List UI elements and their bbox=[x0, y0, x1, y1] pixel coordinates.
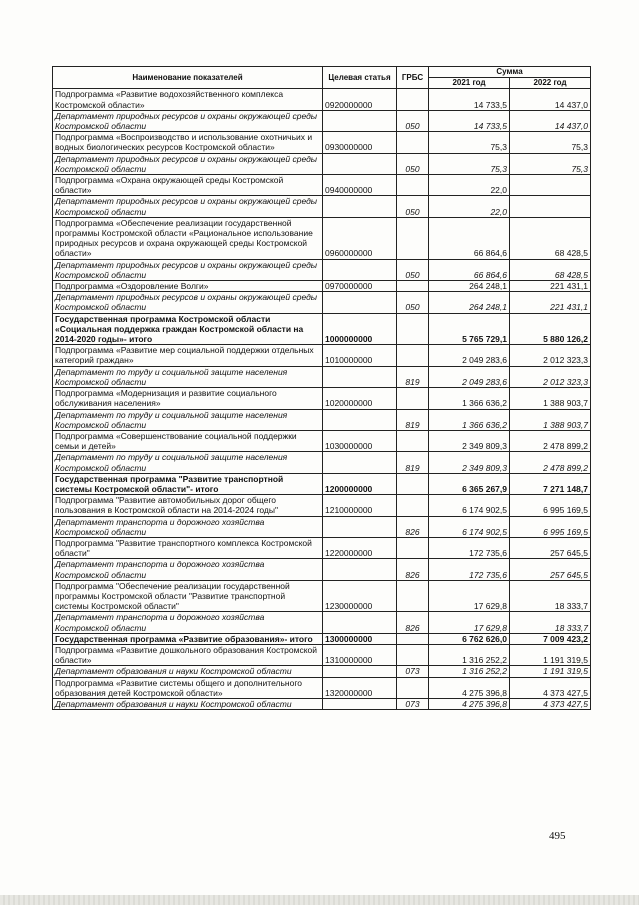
row-sum-2022-cell: 7 009 423,2 bbox=[510, 633, 591, 644]
row-sum-2021-cell: 75,3 bbox=[429, 153, 510, 174]
row-sum-2022-cell: 14 437,0 bbox=[510, 110, 591, 131]
row-target-article-cell: 0920000000 bbox=[323, 89, 397, 110]
row-name-cell: Государственная программа «Развитие образования»- итого bbox=[53, 633, 323, 644]
row-sum-2021-cell: 264 248,1 bbox=[429, 292, 510, 313]
row-sum-2021-cell: 22,0 bbox=[429, 175, 510, 196]
row-name-cell: Департамент транспорта и дорожного хозяйства Костромской области bbox=[53, 516, 323, 537]
row-sum-2021-cell: 172 735,6 bbox=[429, 559, 510, 580]
row-sum-2022-cell: 1 191 319,5 bbox=[510, 666, 591, 677]
program-total-row bbox=[53, 633, 591, 644]
row-grbs-cell: 050 bbox=[397, 153, 429, 174]
row-sum-2021-cell: 264 248,1 bbox=[429, 281, 510, 292]
row-target-article-cell bbox=[323, 409, 397, 430]
row-target-article-cell: 1210000000 bbox=[323, 495, 397, 516]
row-target-article-cell: 1020000000 bbox=[323, 388, 397, 409]
row-target-article-cell: 1000000000 bbox=[323, 313, 397, 345]
row-name-cell: Подпрограмма "Обеспечение реализации государственной программы Костромской области "Развитие транспортной системы Костромской области" bbox=[53, 580, 323, 612]
row-name-cell: Подпрограмма «Воспроизводство и использование охотничьих и водных биологических ресурсов Костромской области» bbox=[53, 132, 323, 153]
row-name-cell: Департамент природных ресурсов и охраны окружающей среды Костромской области bbox=[53, 196, 323, 217]
row-target-article-cell bbox=[323, 516, 397, 537]
row-sum-2022-cell: 18 333,7 bbox=[510, 580, 591, 612]
subprogram-row bbox=[53, 495, 591, 516]
row-grbs-cell: 819 bbox=[397, 409, 429, 430]
row-sum-2021-cell: 2 049 283,6 bbox=[429, 366, 510, 387]
row-name-cell: Подпрограмма «Совершенствование социальной поддержки семьи и детей» bbox=[53, 430, 323, 451]
row-sum-2022-cell: 5 880 126,2 bbox=[510, 313, 591, 345]
row-sum-2021-cell: 6 174 902,5 bbox=[429, 495, 510, 516]
row-target-article-cell bbox=[323, 452, 397, 473]
row-sum-2021-cell: 2 049 283,6 bbox=[429, 345, 510, 366]
row-sum-2021-cell: 17 629,8 bbox=[429, 612, 510, 633]
department-row bbox=[53, 612, 591, 633]
row-target-article-cell: 1010000000 bbox=[323, 345, 397, 366]
row-sum-2022-cell: 6 995 169,5 bbox=[510, 516, 591, 537]
row-grbs-cell bbox=[397, 644, 429, 665]
department-row bbox=[53, 153, 591, 174]
department-row bbox=[53, 698, 591, 709]
subprogram-row bbox=[53, 281, 591, 292]
row-sum-2022-cell: 257 645,5 bbox=[510, 537, 591, 558]
row-target-article-cell: 1030000000 bbox=[323, 430, 397, 451]
row-sum-2022-cell: 2 478 899,2 bbox=[510, 430, 591, 451]
row-name-cell: Департамент по труду и социальной защите населения Костромской области bbox=[53, 366, 323, 387]
row-sum-2021-cell: 6 365 267,9 bbox=[429, 473, 510, 494]
row-sum-2021-cell: 4 275 396,8 bbox=[429, 677, 510, 698]
row-name-cell: Подпрограмма «Модернизация и развитие социального обслуживания населения» bbox=[53, 388, 323, 409]
table-header bbox=[53, 67, 591, 89]
department-row bbox=[53, 366, 591, 387]
row-sum-2021-cell: 1 316 252,2 bbox=[429, 666, 510, 677]
row-target-article-cell bbox=[323, 196, 397, 217]
row-grbs-cell bbox=[397, 281, 429, 292]
row-name-cell: Департамент образования и науки Костромской области bbox=[53, 698, 323, 709]
row-name-cell: Подпрограмма «Оздоровление Волги» bbox=[53, 281, 323, 292]
row-grbs-cell: 073 bbox=[397, 698, 429, 709]
row-name-cell: Департамент природных ресурсов и охраны окружающей среды Костромской области bbox=[53, 292, 323, 313]
row-sum-2022-cell: 221 431,1 bbox=[510, 281, 591, 292]
page-number: 495 bbox=[549, 830, 566, 842]
row-name-cell: Подпрограмма «Обеспечение реализации государственной программы Костромской области «Рациональное использование природных ресурсов и охрана окружающей среды Костромской области» bbox=[53, 217, 323, 259]
row-sum-2022-cell: 75,3 bbox=[510, 132, 591, 153]
row-target-article-cell bbox=[323, 292, 397, 313]
subprogram-row bbox=[53, 677, 591, 698]
row-name-cell: Подпрограмма «Охрана окружающей среды Костромской области» bbox=[53, 175, 323, 196]
department-row bbox=[53, 516, 591, 537]
row-sum-2022-cell: 14 437,0 bbox=[510, 89, 591, 110]
row-target-article-cell: 1320000000 bbox=[323, 677, 397, 698]
row-target-article-cell: 0960000000 bbox=[323, 217, 397, 259]
row-grbs-cell: 073 bbox=[397, 666, 429, 677]
department-row bbox=[53, 559, 591, 580]
budget-table bbox=[52, 66, 591, 710]
subprogram-row bbox=[53, 132, 591, 153]
row-sum-2021-cell: 1 316 252,2 bbox=[429, 644, 510, 665]
row-target-article-cell: 0940000000 bbox=[323, 175, 397, 196]
row-sum-2022-cell: 221 431,1 bbox=[510, 292, 591, 313]
row-grbs-cell: 826 bbox=[397, 516, 429, 537]
row-sum-2021-cell: 2 349 809,3 bbox=[429, 430, 510, 451]
row-name-cell: Департамент транспорта и дорожного хозяйства Костромской области bbox=[53, 559, 323, 580]
row-sum-2022-cell: 2 478 899,2 bbox=[510, 452, 591, 473]
row-grbs-cell bbox=[397, 132, 429, 153]
department-row bbox=[53, 196, 591, 217]
row-sum-2022-cell: 7 271 148,7 bbox=[510, 473, 591, 494]
row-sum-2021-cell: 6 174 902,5 bbox=[429, 516, 510, 537]
row-target-article-cell: 0970000000 bbox=[323, 281, 397, 292]
row-grbs-cell bbox=[397, 677, 429, 698]
row-sum-2022-cell: 1 388 903,7 bbox=[510, 409, 591, 430]
row-grbs-cell bbox=[397, 175, 429, 196]
row-sum-2021-cell: 1 366 636,2 bbox=[429, 388, 510, 409]
row-sum-2022-cell: 68 428,5 bbox=[510, 217, 591, 259]
department-row bbox=[53, 259, 591, 280]
row-sum-2022-cell bbox=[510, 175, 591, 196]
row-name-cell: Департамент природных ресурсов и охраны окружающей среды Костромской области bbox=[53, 259, 323, 280]
row-sum-2022-cell: 4 373 427,5 bbox=[510, 677, 591, 698]
row-grbs-cell: 050 bbox=[397, 259, 429, 280]
row-sum-2021-cell: 66 864,6 bbox=[429, 217, 510, 259]
row-sum-2021-cell: 172 735,6 bbox=[429, 537, 510, 558]
row-sum-2022-cell: 2 012 323,3 bbox=[510, 345, 591, 366]
department-row bbox=[53, 452, 591, 473]
subprogram-row bbox=[53, 345, 591, 366]
row-target-article-cell bbox=[323, 259, 397, 280]
row-sum-2021-cell: 6 762 626,0 bbox=[429, 633, 510, 644]
subprogram-row bbox=[53, 430, 591, 451]
row-target-article-cell: 0930000000 bbox=[323, 132, 397, 153]
header-sum: Сумма bbox=[429, 67, 591, 78]
row-target-article-cell bbox=[323, 612, 397, 633]
row-name-cell: Государственная программа Костромской области «Социальная поддержка граждан Костромской области на 2014-2020 годы»- итого bbox=[53, 313, 323, 345]
row-target-article-cell bbox=[323, 559, 397, 580]
row-name-cell: Подпрограмма "Развитие автомобильных дорог общего пользования в Костромской области на 2014-2024 годы" bbox=[53, 495, 323, 516]
row-grbs-cell bbox=[397, 633, 429, 644]
header-year-2021: 2021 год bbox=[429, 78, 510, 89]
row-sum-2022-cell: 2 012 323,3 bbox=[510, 366, 591, 387]
row-sum-2022-cell: 75,3 bbox=[510, 153, 591, 174]
row-name-cell: Подпрограмма «Развитие дошкольного образования Костромской области» bbox=[53, 644, 323, 665]
subprogram-row bbox=[53, 217, 591, 259]
row-grbs-cell: 826 bbox=[397, 559, 429, 580]
row-name-cell: Государственная программа "Развитие транспортной системы Костромской области"- итого bbox=[53, 473, 323, 494]
program-total-row bbox=[53, 313, 591, 345]
subprogram-row bbox=[53, 89, 591, 110]
table-body bbox=[53, 89, 591, 710]
row-name-cell: Подпрограмма "Развитие транспортного комплекса Костромской области" bbox=[53, 537, 323, 558]
row-sum-2021-cell: 2 349 809,3 bbox=[429, 452, 510, 473]
row-sum-2021-cell: 5 765 729,1 bbox=[429, 313, 510, 345]
row-sum-2021-cell: 14 733,5 bbox=[429, 110, 510, 131]
program-total-row bbox=[53, 473, 591, 494]
header-name: Наименование показателей bbox=[53, 67, 323, 89]
subprogram-row bbox=[53, 388, 591, 409]
row-grbs-cell bbox=[397, 313, 429, 345]
row-sum-2022-cell: 1 191 319,5 bbox=[510, 644, 591, 665]
row-target-article-cell bbox=[323, 698, 397, 709]
row-sum-2022-cell: 18 333,7 bbox=[510, 612, 591, 633]
row-target-article-cell: 1230000000 bbox=[323, 580, 397, 612]
subprogram-row bbox=[53, 175, 591, 196]
row-grbs-cell: 819 bbox=[397, 452, 429, 473]
row-sum-2021-cell: 1 366 636,2 bbox=[429, 409, 510, 430]
row-sum-2021-cell: 17 629,8 bbox=[429, 580, 510, 612]
row-sum-2022-cell: 4 373 427,5 bbox=[510, 698, 591, 709]
row-target-article-cell: 1310000000 bbox=[323, 644, 397, 665]
row-grbs-cell bbox=[397, 217, 429, 259]
row-name-cell: Подпрограмма «Развитие системы общего и дополнительного образования детей Костромской области» bbox=[53, 677, 323, 698]
row-name-cell: Департамент по труду и социальной защите населения Костромской области bbox=[53, 409, 323, 430]
row-name-cell: Департамент образования и науки Костромской области bbox=[53, 666, 323, 677]
department-row bbox=[53, 666, 591, 677]
row-sum-2022-cell: 257 645,5 bbox=[510, 559, 591, 580]
subprogram-row bbox=[53, 644, 591, 665]
subprogram-row bbox=[53, 537, 591, 558]
header-target-article: Целевая статья bbox=[323, 67, 397, 89]
row-grbs-cell bbox=[397, 430, 429, 451]
row-grbs-cell bbox=[397, 89, 429, 110]
department-row bbox=[53, 110, 591, 131]
row-grbs-cell bbox=[397, 388, 429, 409]
row-sum-2021-cell: 75,3 bbox=[429, 132, 510, 153]
row-grbs-cell: 050 bbox=[397, 292, 429, 313]
row-grbs-cell: 050 bbox=[397, 196, 429, 217]
row-sum-2021-cell: 4 275 396,8 bbox=[429, 698, 510, 709]
row-target-article-cell: 1300000000 bbox=[323, 633, 397, 644]
subprogram-row bbox=[53, 580, 591, 612]
row-name-cell: Департамент по труду и социальной защите населения Костромской области bbox=[53, 452, 323, 473]
row-sum-2021-cell: 22,0 bbox=[429, 196, 510, 217]
row-target-article-cell bbox=[323, 110, 397, 131]
row-name-cell: Подпрограмма «Развитие водохозяйственного комплекса Костромской области» bbox=[53, 89, 323, 110]
row-sum-2022-cell bbox=[510, 196, 591, 217]
row-sum-2022-cell: 1 388 903,7 bbox=[510, 388, 591, 409]
header-year-2022: 2022 год bbox=[510, 78, 591, 89]
row-sum-2021-cell: 66 864,6 bbox=[429, 259, 510, 280]
row-grbs-cell bbox=[397, 580, 429, 612]
row-target-article-cell bbox=[323, 366, 397, 387]
row-name-cell: Подпрограмма «Развитие мер социальной поддержки отдельных категорий граждан» bbox=[53, 345, 323, 366]
row-grbs-cell: 819 bbox=[397, 366, 429, 387]
department-row bbox=[53, 409, 591, 430]
row-grbs-cell bbox=[397, 473, 429, 494]
row-target-article-cell: 1220000000 bbox=[323, 537, 397, 558]
row-target-article-cell bbox=[323, 666, 397, 677]
department-row bbox=[53, 292, 591, 313]
row-sum-2022-cell: 6 995 169,5 bbox=[510, 495, 591, 516]
row-grbs-cell bbox=[397, 495, 429, 516]
row-sum-2022-cell: 68 428,5 bbox=[510, 259, 591, 280]
row-target-article-cell: 1200000000 bbox=[323, 473, 397, 494]
row-grbs-cell: 826 bbox=[397, 612, 429, 633]
row-grbs-cell bbox=[397, 345, 429, 366]
row-target-article-cell bbox=[323, 153, 397, 174]
row-grbs-cell: 050 bbox=[397, 110, 429, 131]
header-grbs: ГРБС bbox=[397, 67, 429, 89]
row-name-cell: Департамент природных ресурсов и охраны окружающей среды Костромской области bbox=[53, 153, 323, 174]
row-sum-2021-cell: 14 733,5 bbox=[429, 89, 510, 110]
row-name-cell: Департамент транспорта и дорожного хозяйства Костромской области bbox=[53, 612, 323, 633]
row-name-cell: Департамент природных ресурсов и охраны окружающей среды Костромской области bbox=[53, 110, 323, 131]
scan-edge bbox=[0, 895, 639, 905]
row-grbs-cell bbox=[397, 537, 429, 558]
